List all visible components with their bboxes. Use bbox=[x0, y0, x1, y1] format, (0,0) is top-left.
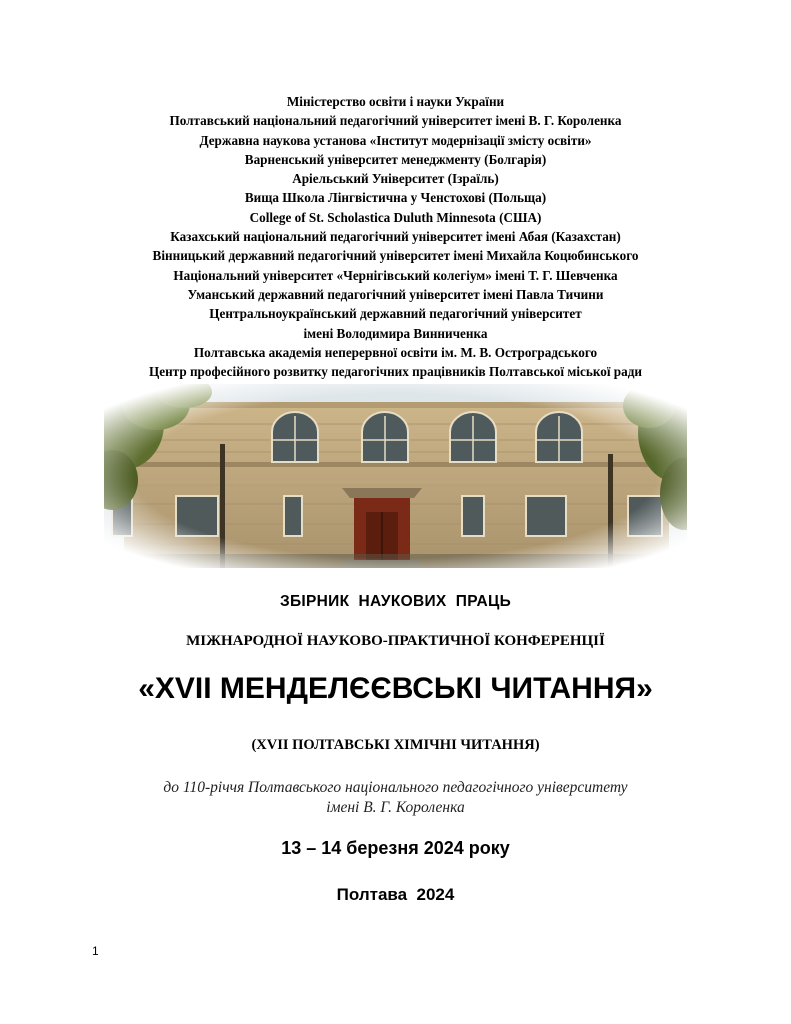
organizer-line: Міністерство освіти і науки України bbox=[286, 94, 505, 109]
conference-subtitle: (XVII ПОЛТАВСЬКІ ХІМІЧНІ ЧИТАННЯ) bbox=[251, 737, 540, 753]
collection-label: ЗБІРНИК НАУКОВИХ ПРАЦЬ bbox=[279, 593, 512, 610]
conference-label: МІЖНАРОДНОЇ НАУКОВО-ПРАКТИЧНОЇ КОНФЕРЕНЦІЇ bbox=[186, 633, 605, 649]
place-year: Полтава 2024 bbox=[336, 885, 455, 904]
dedication-line: імені В. Г. Короленка bbox=[326, 799, 465, 816]
organizer-line: Центральноукраїнський державний педагогічний університет bbox=[209, 306, 582, 322]
organizer-line: Вінницький державний педагогічний університет імені Михайла Коцюбинського bbox=[152, 248, 639, 264]
organizer-line: Казахський національний педагогічний університет імені Абая (Казахстан) bbox=[170, 229, 621, 245]
dedication bbox=[0, 778, 791, 818]
conference-dates: 13 – 14 березня 2024 року bbox=[281, 838, 510, 858]
organizer-line: Полтавська академія неперервної освіти ім. М. В. Остроградського bbox=[193, 344, 598, 360]
organizers-list bbox=[60, 92, 731, 381]
organizer-line: Варненський університет менеджменту (Болгарія) bbox=[244, 151, 547, 167]
organizer-line: Уманський державний педагогічний університет імені Павла Тичини bbox=[187, 286, 604, 302]
university-building-photo bbox=[104, 384, 687, 568]
organizer-line: Національний університет «Чернігівський колегіум» імені Т. Г. Шевченка bbox=[173, 267, 618, 283]
page-number: 1 bbox=[92, 944, 99, 958]
organizer-line: Аріельський Університет (Ізраїль) bbox=[292, 171, 499, 187]
conference-title: «XVII МЕНДЕЛЄЄВСЬКІ ЧИТАННЯ» bbox=[138, 672, 653, 705]
organizer-line: Вища Школа Лінгвістична у Ченстохові (Польща) bbox=[244, 190, 547, 206]
organizer-line: Полтавський національний педагогічний університет імені В. Г. Короленка bbox=[169, 113, 622, 129]
organizer-line: імені Володимира Винниченка bbox=[303, 325, 488, 341]
dedication-line: до 110-річчя Полтавського національного педагогічного університету bbox=[163, 779, 628, 796]
organizer-line: Центр професійного розвитку педагогічних працівників Полтавської міської ради bbox=[148, 364, 643, 380]
organizer-line: College of St. Scholastica Duluth Minnesota (США) bbox=[249, 209, 542, 225]
organizer-line: Державна наукова установа «Інститут модернізації змісту освіти» bbox=[199, 132, 592, 148]
